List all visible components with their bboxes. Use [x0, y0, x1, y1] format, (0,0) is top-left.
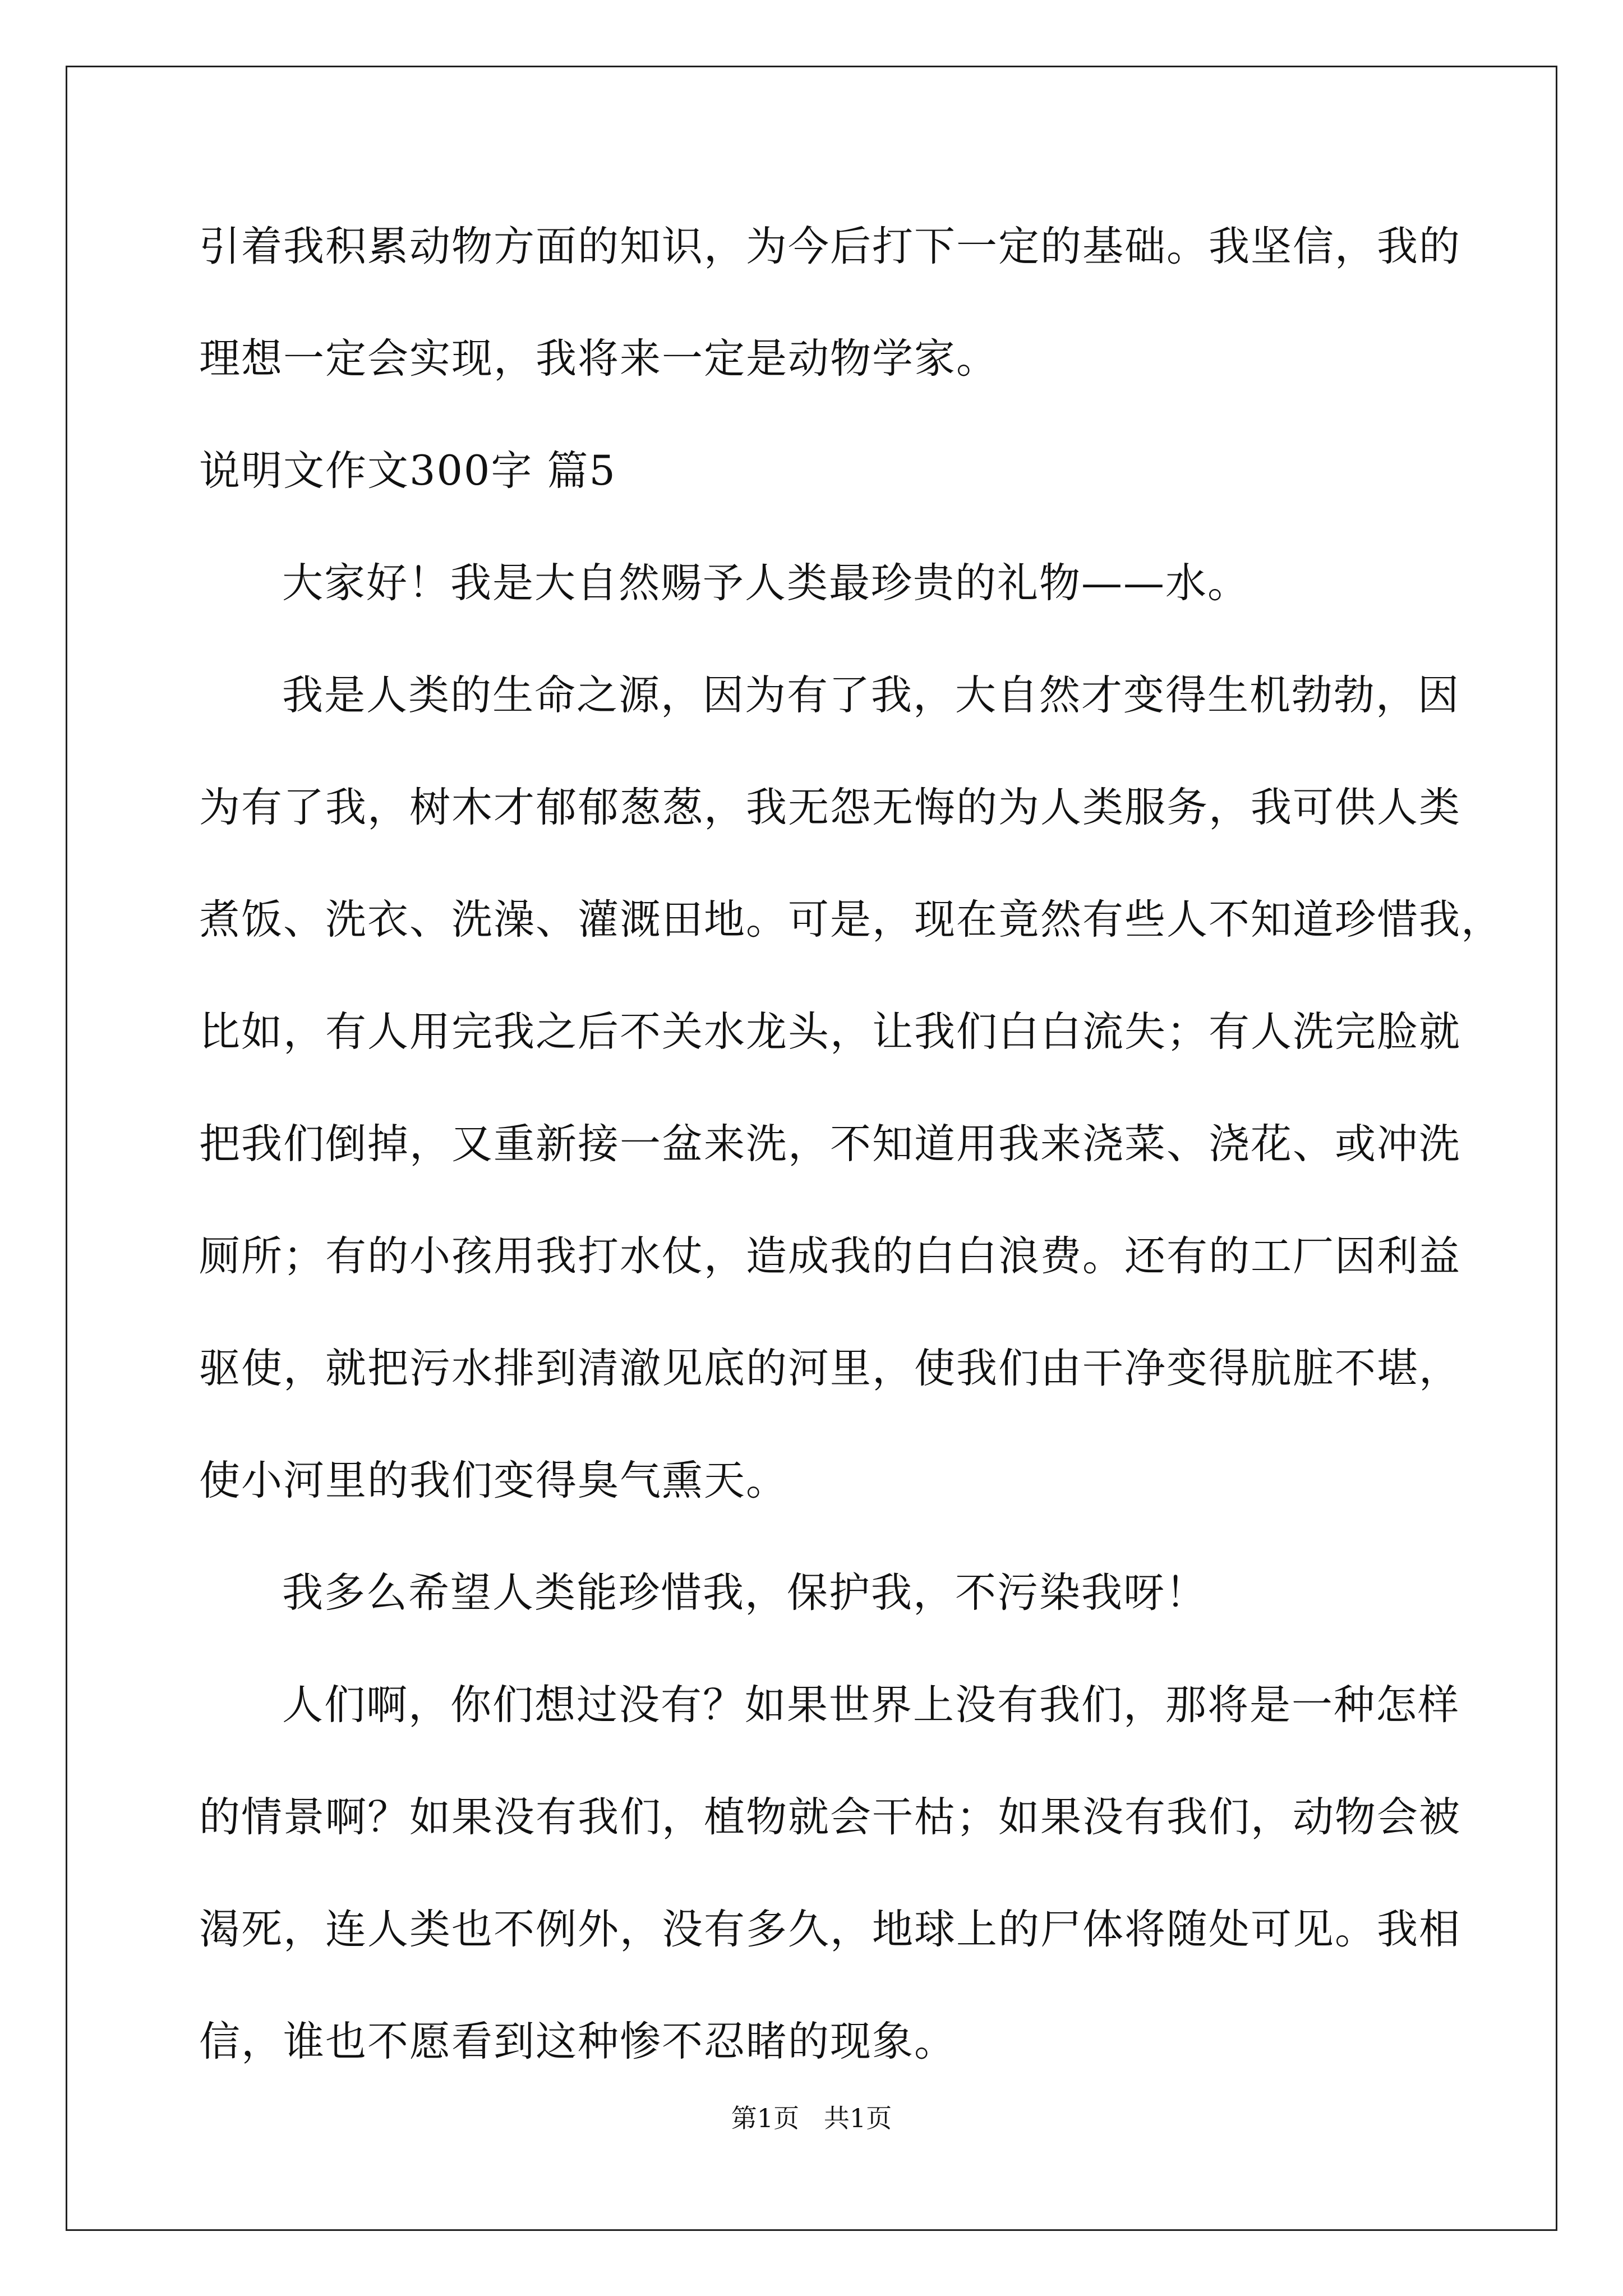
text-line: 煮饭、洗衣、洗澡、灌溉田地。可是，现在竟然有些人不知道珍惜我， — [199, 896, 1503, 944]
section-heading: 说明文作文300字 篇5 — [199, 447, 616, 495]
text-line: 把我们倒掉，又重新接一盆来洗，不知道用我来浇菜、浇花、或冲洗 — [199, 1120, 1461, 1168]
text-line: 人们啊，你们想过没有？如果世界上没有我们，那将是一种怎样 — [282, 1681, 1460, 1729]
text-line: 为有了我，树木才郁郁葱葱，我无怨无悔的为人类服务，我可供人类 — [199, 784, 1461, 831]
text-line: 使小河里的我们变得臭气熏天。 — [199, 1457, 788, 1504]
text-line: 理想一定会实现，我将来一定是动物学家。 — [199, 335, 998, 383]
text-line: 比如，有人用完我之后不关水龙头，让我们白白流失；有人洗完脸就 — [199, 1008, 1461, 1056]
text-line: 的情景啊？如果没有我们，植物就会干枯；如果没有我们，动物会被 — [199, 1793, 1461, 1841]
text-line: 信，谁也不愿看到这种惨不忍睹的现象。 — [199, 2018, 956, 2065]
text-line: 厕所；有的小孩用我打水仗，造成我的白白浪费。还有的工厂因利益 — [199, 1232, 1461, 1280]
document-body — [199, 213, 1503, 2120]
text-line: 驱使，就把污水排到清澈见底的河里，使我们由干净变得肮脏不堪， — [199, 1345, 1461, 1392]
page-footer: 第1页 共1页 — [731, 2103, 892, 2133]
text-line: 我多么希望人类能珍惜我，保护我，不污染我呀！ — [282, 1569, 1207, 1617]
text-line: 我是人类的生命之源，因为有了我，大自然才变得生机勃勃，因 — [282, 671, 1460, 719]
text-line: 渴死，连人类也不例外，没有多久，地球上的尸体将随处可见。我相 — [199, 1906, 1461, 1953]
text-line: 大家好！我是大自然赐予人类最珍贵的礼物——水。 — [282, 559, 1249, 607]
text-line: 引着我积累动物方面的知识，为今后打下一定的基础。我坚信，我的 — [199, 223, 1461, 270]
